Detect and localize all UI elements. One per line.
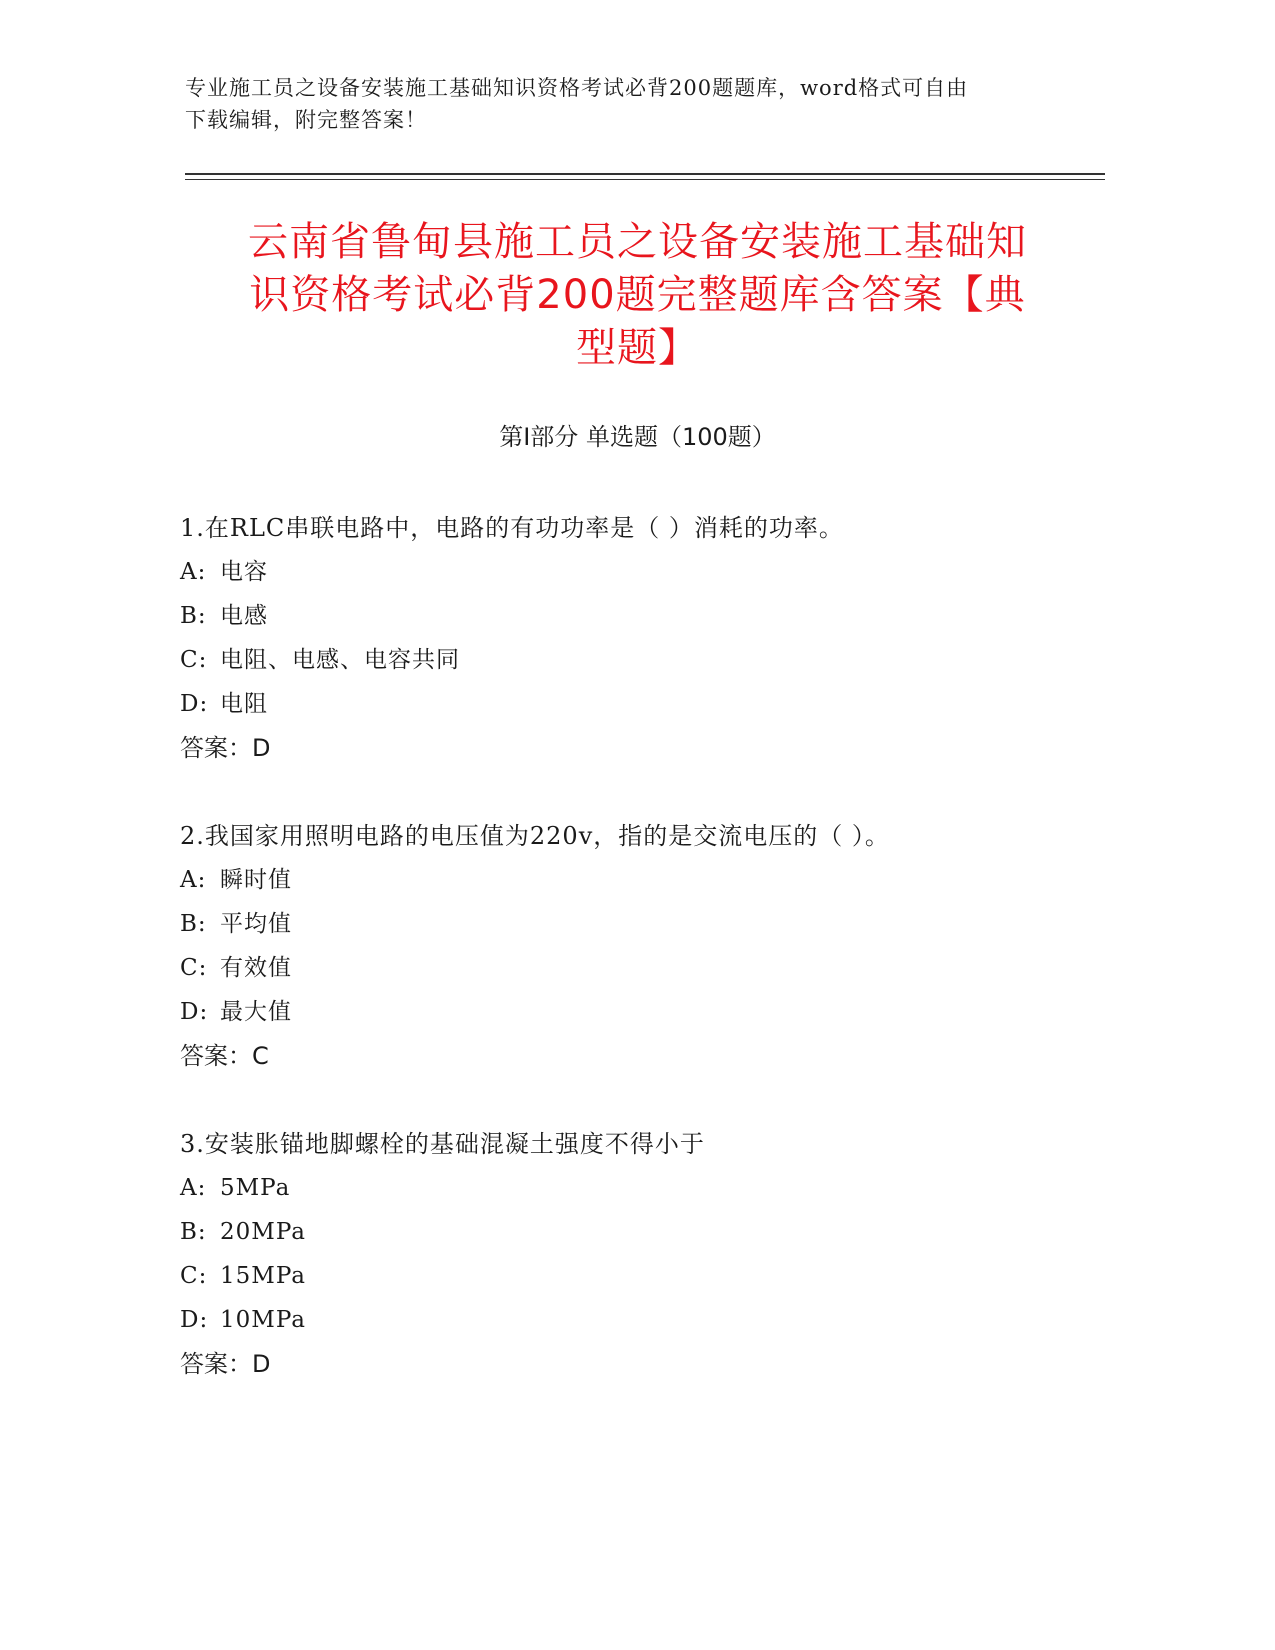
- option-key: B:: [180, 1219, 207, 1245]
- option-text: 最大值: [220, 999, 292, 1025]
- question-list: [180, 506, 1110, 1430]
- document-title-line3: 型题】: [576, 325, 699, 371]
- option-c: [180, 638, 1110, 682]
- option-key: A:: [180, 867, 207, 893]
- option-key: A:: [180, 1175, 207, 1201]
- document-title-line1: 云南省鲁甸县施工员之设备安装施工基础知: [248, 219, 1027, 265]
- option-text: 20MPa: [220, 1219, 306, 1245]
- option-text: 电感: [220, 603, 268, 629]
- option-text: 有效值: [220, 955, 292, 981]
- header-divider-thin: [185, 179, 1105, 180]
- option-text: 15MPa: [220, 1263, 306, 1289]
- option-key: D:: [180, 691, 209, 717]
- option-a: [180, 858, 1110, 902]
- option-c: [180, 946, 1110, 990]
- section-heading: 第Ⅰ部分 单选题（100题）: [499, 423, 776, 451]
- option-key: C:: [180, 955, 208, 981]
- answer-line: 答案：D: [180, 734, 271, 762]
- option-key: C:: [180, 1263, 208, 1289]
- option-key: B:: [180, 603, 207, 629]
- option-text: 电阻: [220, 691, 268, 717]
- option-text: 瞬时值: [220, 867, 292, 893]
- option-text: 电容: [220, 559, 268, 585]
- answer-line: 答案：D: [180, 1350, 271, 1378]
- document-title-line2: 识资格考试必背200题完整题库含答案【典: [249, 272, 1026, 318]
- answer-line: 答案：C: [180, 1042, 269, 1070]
- option-a: [180, 1166, 1110, 1210]
- option-key: C:: [180, 647, 208, 673]
- option-key: D:: [180, 999, 209, 1025]
- question-stem: 2.我国家用照明电路的电压值为220v，指的是交流电压的（ ）。: [180, 822, 890, 850]
- option-b: [180, 1210, 1110, 1254]
- option-a: [180, 550, 1110, 594]
- option-b: [180, 594, 1110, 638]
- header-note-line1: 专业施工员之设备安装施工基础知识资格考试必背200题题库，word格式可自由: [185, 76, 969, 100]
- option-d: [180, 1298, 1110, 1342]
- option-key: B:: [180, 911, 207, 937]
- header-note: [185, 72, 1085, 136]
- question-stem: 3.安装胀锚地脚螺栓的基础混凝土强度不得小于: [180, 1130, 705, 1158]
- question-stem: 1.在RLC串联电路中，电路的有功功率是（ ）消耗的功率。: [180, 514, 844, 542]
- question-item: [180, 814, 1110, 1078]
- option-text: 平均值: [220, 911, 292, 937]
- option-key: D:: [180, 1307, 209, 1333]
- option-d: [180, 990, 1110, 1034]
- option-text: 电阻、电感、电容共同: [220, 647, 460, 673]
- question-item: [180, 506, 1110, 770]
- option-key: A:: [180, 559, 207, 585]
- option-text: 10MPa: [220, 1307, 306, 1333]
- question-item: [180, 1122, 1110, 1386]
- option-d: [180, 682, 1110, 726]
- option-c: [180, 1254, 1110, 1298]
- header-divider-thick: [185, 173, 1105, 175]
- option-text: 5MPa: [220, 1175, 291, 1201]
- header-note-line2: 下载编辑，附完整答案！: [185, 108, 427, 132]
- document-title: [185, 216, 1090, 375]
- option-b: [180, 902, 1110, 946]
